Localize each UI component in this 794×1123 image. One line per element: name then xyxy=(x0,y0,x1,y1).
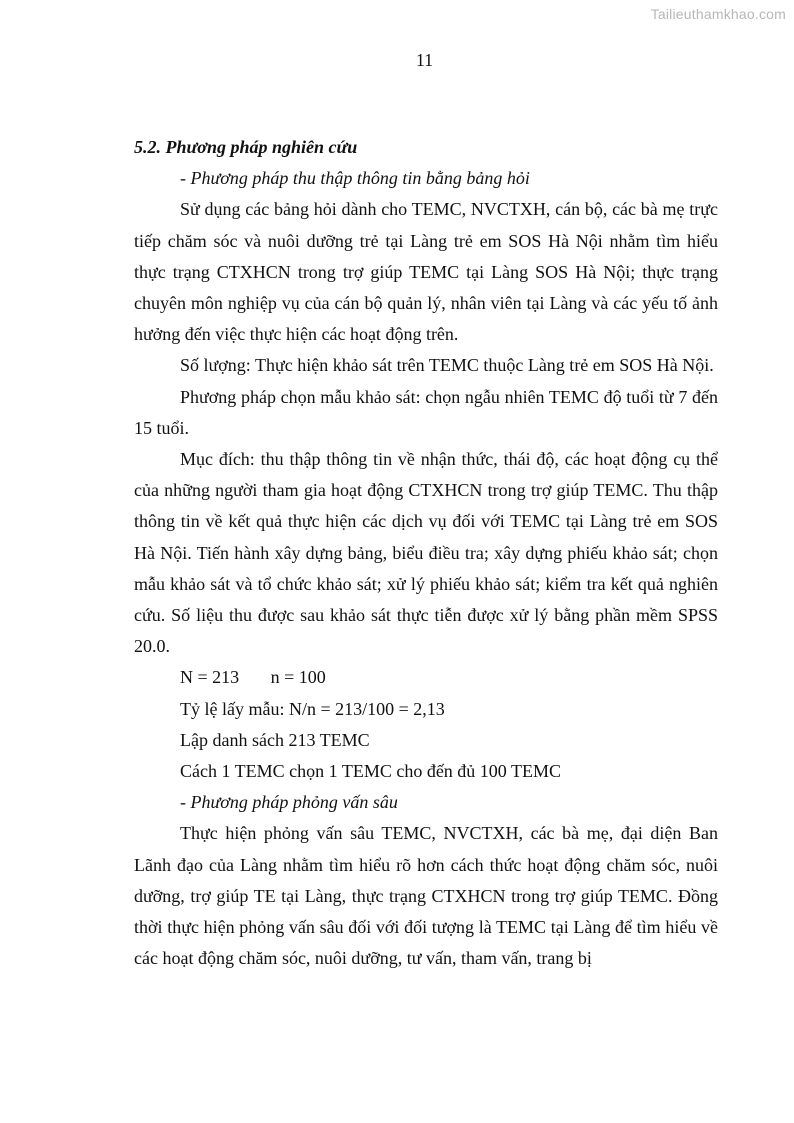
subheading-in-depth-interview: - Phương pháp phỏng vấn sâu xyxy=(180,792,398,813)
paragraph-questionnaire-usage: Sử dụng các bảng hỏi dành cho TEMC, NVCTXH, cán bộ, các bà mẹ trực tiếp chăm sóc và nuôi dưỡng trẻ tại Làng trẻ em SOS Hà Nội nhằm tìm hiểu thực trạng CTXHCN trong trợ giúp TEMC tại Làng SOS Hà Nội; thực trạng chuyên môn nghiệp vụ của cán bộ quản lý, nhân viên tại Làng và các yếu tố ảnh hưởng đến việc thực hiện các hoạt động trên. xyxy=(134,199,718,345)
page-body xyxy=(134,132,718,974)
page-number: 11 xyxy=(415,50,434,70)
section-heading: 5.2. Phương pháp nghiên cứu xyxy=(134,137,358,157)
watermark: Tailieuthamkhao.com xyxy=(650,6,786,22)
line-selection-step: Cách 1 TEMC chọn 1 TEMC cho đến đủ 100 TEMC xyxy=(180,761,561,782)
subheading-questionnaire: - Phương pháp thu thập thông tin bằng bảng hỏi xyxy=(180,168,530,189)
paragraph-sampling-method: Phương pháp chọn mẫu khảo sát: chọn ngẫu nhiên TEMC độ tuổi từ 7 đến 15 tuổi. xyxy=(134,386,718,438)
line-sampling-ratio: Tỷ lệ lấy mẫu: N/n = 213/100 = 2,13 xyxy=(180,698,445,719)
line-list: Lập danh sách 213 TEMC xyxy=(180,729,370,750)
paragraph-in-depth-interview: Thực hiện phỏng vấn sâu TEMC, NVCTXH, các bà mẹ, đại diện Ban Lãnh đạo của Làng nhằm tìm hiểu rõ hơn cách thức hoạt động chăm sóc, nuôi dưỡng, trợ giúp TE tại Làng, thực trạng CTXHCN trong trợ giúp TEMC. Đồng thời thực hiện phỏng vấn sâu đối với đối tượng là TEMC tại Làng để tìm hiểu về các hoạt động chăm sóc, nuôi dưỡng, tư vấn, tham vấn, trang bị xyxy=(134,823,718,969)
paragraph-purpose: Mục đích: thu thập thông tin về nhận thức, thái độ, các hoạt động cụ thể của những người tham gia hoạt động CTXHCN trong trợ giúp TEMC. Thu thập thông tin về kết quả thực hiện các dịch vụ đối với TEMC tại Làng trẻ em SOS Hà Nội. Tiến hành xây dựng bảng, biểu điều tra; xây dựng phiếu khảo sát; chọn mẫu khảo sát và tổ chức khảo sát; xử lý phiếu khảo sát; kiểm tra kết quả nghiên cứu. Số liệu thu được sau khảo sát thực tiễn được xử lý bằng phần mềm SPSS 20.0. xyxy=(134,449,718,657)
paragraph-quantity: Số lượng: Thực hiện khảo sát trên TEMC thuộc Làng trẻ em SOS Hà Nội. xyxy=(180,355,714,376)
line-sample-size: N = 213 n = 100 xyxy=(180,667,326,688)
